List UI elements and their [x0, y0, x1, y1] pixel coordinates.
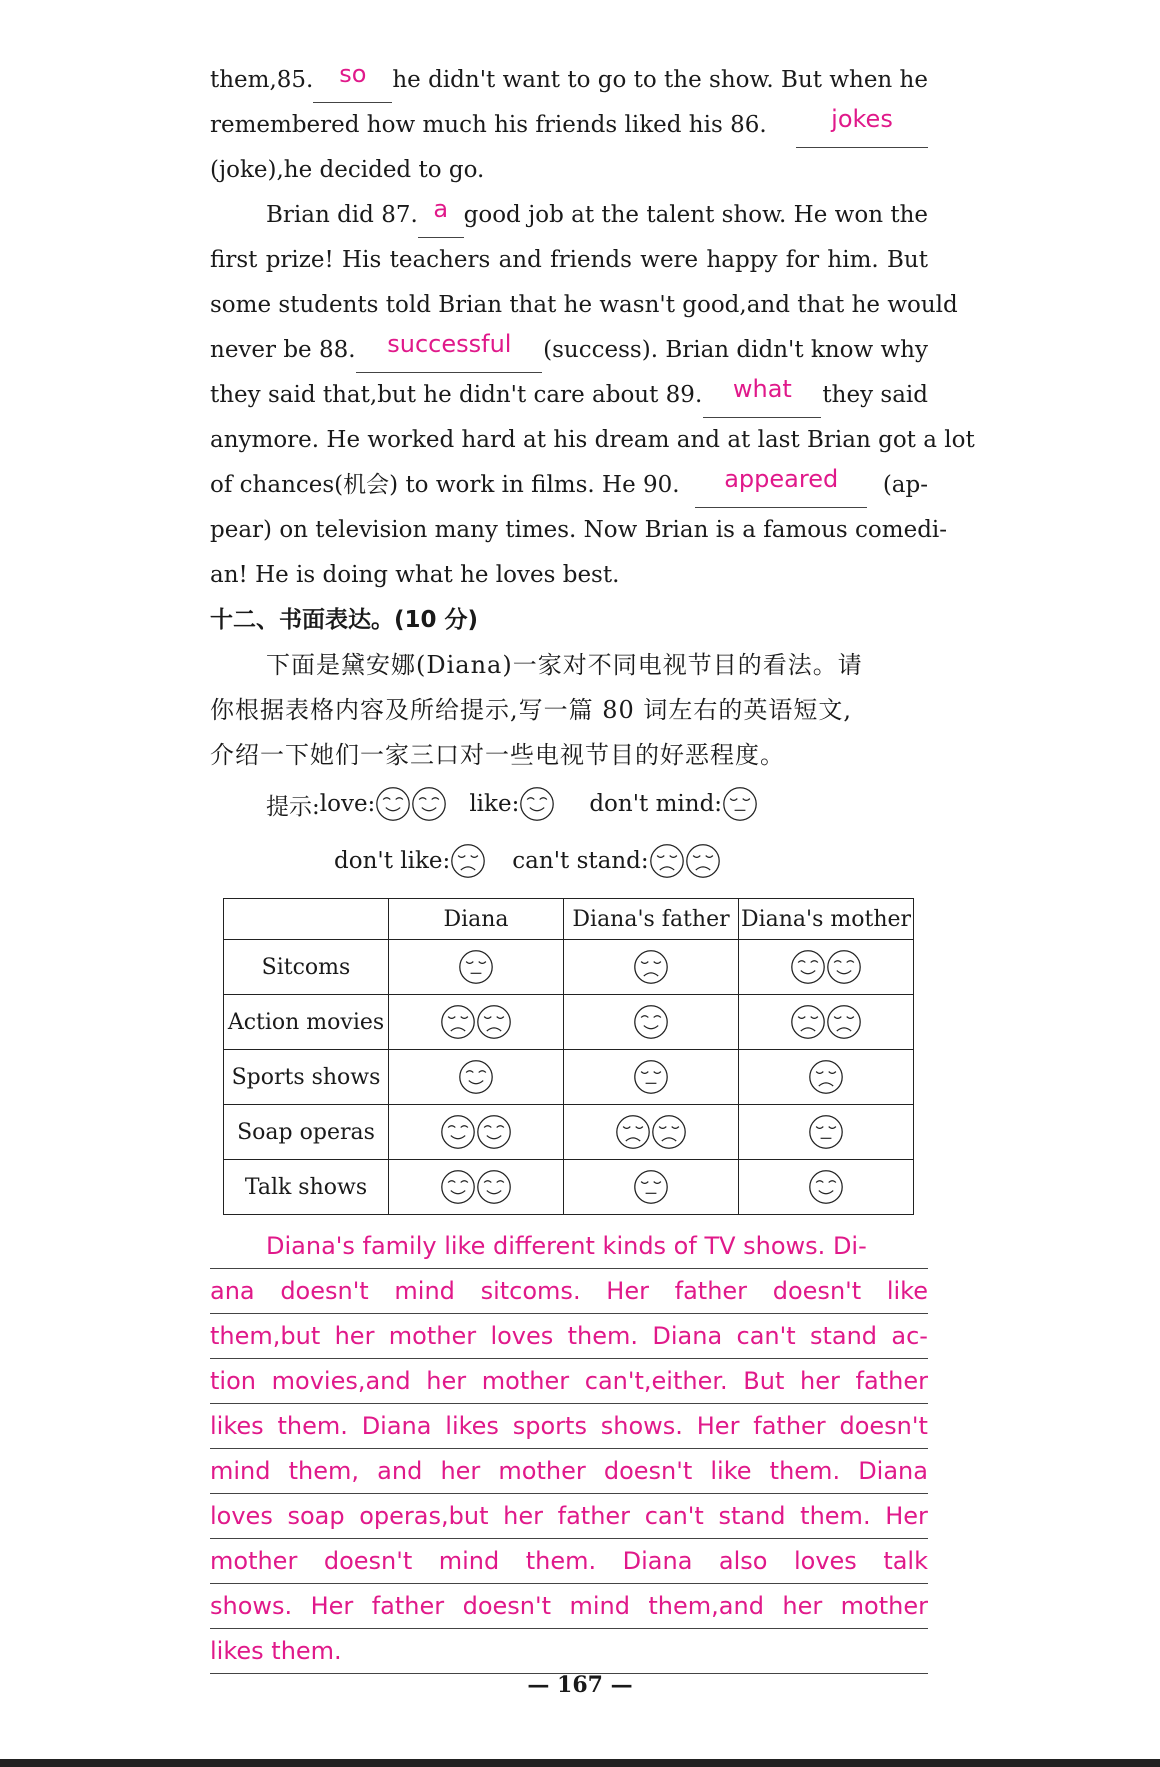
essay-word: Diana	[622, 1547, 693, 1575]
essay-word: and	[377, 1457, 423, 1485]
dont-like-face-icon	[633, 949, 669, 985]
rating-cell	[739, 1105, 914, 1160]
essay-word: mother	[210, 1547, 298, 1575]
passage-line-6: some students told Brian that he wasn't good,and that he would	[210, 292, 958, 318]
essay-word: stand	[718, 1502, 786, 1530]
essay-word: doesn't	[462, 1592, 551, 1620]
essay-word: Diana	[652, 1322, 723, 1350]
text-segment: he didn't want to go to the show. But when he	[392, 67, 928, 93]
essay-answer	[210, 1224, 928, 1674]
essay-line	[210, 1584, 928, 1629]
essay-word: tion	[210, 1367, 256, 1395]
passage-line-3: (joke),he decided to go.	[210, 157, 485, 183]
rating-cell	[389, 995, 564, 1050]
text-segment: (success). Brian didn't know why	[543, 337, 928, 363]
essay-word: Her	[696, 1412, 740, 1440]
essay-word: Her	[885, 1502, 928, 1530]
essay-word: doesn't	[323, 1547, 413, 1575]
text-segment: remembered how much his friends liked his 86.	[210, 112, 767, 138]
text-segment: they said that,but he didn't care about 89.	[210, 382, 703, 408]
hint-dont-mind-label: don't mind:	[589, 791, 723, 817]
essay-line: Diana's family like different kinds of TV shows. Di-	[210, 1224, 928, 1269]
essay-word: her	[503, 1502, 543, 1530]
passage-line-1	[210, 58, 928, 103]
essay-word: loves	[210, 1502, 273, 1530]
essay-word: also	[718, 1547, 768, 1575]
essay-word: mind	[394, 1277, 455, 1305]
section-intro-3: 介绍一下她们一家三口对一些电视节目的好恶程度。	[210, 741, 785, 769]
dont-mind-face-icon	[808, 1114, 844, 1150]
row-label: Talk shows	[224, 1160, 389, 1215]
essay-word: father	[674, 1277, 748, 1305]
like-face-icon	[808, 1169, 844, 1205]
essay-word: mother	[498, 1457, 586, 1485]
row-label: Sitcoms	[224, 940, 389, 995]
like-face-icon	[633, 1004, 669, 1040]
essay-word: operas,but	[359, 1502, 489, 1530]
essay-word: them.	[769, 1457, 841, 1485]
essay-word: like	[886, 1277, 928, 1305]
bottom-bar	[0, 1759, 1160, 1767]
essay-word: ac-	[891, 1322, 928, 1350]
rating-cell	[389, 1160, 564, 1215]
essay-word: doesn't	[772, 1277, 862, 1305]
rating-cell	[564, 995, 739, 1050]
row-label: Action movies	[224, 995, 389, 1050]
essay-word: loves	[793, 1547, 857, 1575]
section-intro-1: 下面是黛安娜(Diana)一家对不同电视节目的看法。请	[266, 651, 863, 679]
rating-cell	[564, 1160, 739, 1215]
essay-word: father	[753, 1412, 826, 1440]
essay-word: mother	[840, 1592, 928, 1620]
essay-word: them,but	[210, 1322, 321, 1350]
rating-cell	[389, 1105, 564, 1160]
rating-cell	[739, 1050, 914, 1105]
cant-stand-face-icon	[790, 1004, 826, 1040]
essay-word: father	[855, 1367, 928, 1395]
hint-love-label: love:	[319, 791, 376, 817]
essay-word: likes	[445, 1412, 499, 1440]
text-segment: never be 88.	[210, 337, 356, 363]
essay-word: Her	[310, 1592, 354, 1620]
essay-line	[210, 1404, 928, 1449]
rating-cell	[739, 1160, 914, 1215]
essay-word: them.	[800, 1502, 871, 1530]
essay-word: Diana	[858, 1457, 928, 1485]
essay-word: ana	[210, 1277, 255, 1305]
rating-cell	[564, 1050, 739, 1105]
answer-89: what	[703, 373, 821, 418]
love-face-icon	[476, 1114, 512, 1150]
essay-line: likes them.	[210, 1629, 928, 1674]
table-header-cell: Diana's father	[564, 899, 739, 940]
like-face-icon	[519, 786, 555, 822]
dont-like-icon	[450, 843, 486, 879]
essay-word: soap	[287, 1502, 345, 1530]
essay-word: father	[557, 1502, 631, 1530]
essay-line	[210, 1359, 928, 1404]
passage-line-4	[210, 193, 928, 238]
rating-cell	[564, 1105, 739, 1160]
text-segment: Brian did 87.	[266, 202, 418, 228]
hint-row-1	[266, 786, 758, 822]
cant-stand-face-icon	[649, 843, 685, 879]
essay-line	[210, 1539, 928, 1584]
answer-90: appeared	[695, 463, 867, 508]
table-header-cell	[224, 899, 389, 940]
passage-line-10	[210, 463, 928, 508]
essay-word: father	[371, 1592, 445, 1620]
essay-word: her	[426, 1367, 467, 1395]
love-face-icon	[440, 1114, 476, 1150]
essay-word: Diana	[361, 1412, 432, 1440]
rating-cell	[564, 940, 739, 995]
essay-word: them,	[288, 1457, 360, 1485]
passage-line-7	[210, 328, 928, 373]
essay-word: Her	[606, 1277, 649, 1305]
dont-like-face-icon	[450, 843, 486, 879]
table-row	[224, 1050, 914, 1105]
essay-word: doesn't	[839, 1412, 928, 1440]
page-number: — 167 —	[527, 1672, 633, 1698]
essay-word: sports	[512, 1412, 587, 1440]
essay-line	[210, 1269, 928, 1314]
answer-87: a	[418, 193, 464, 238]
hint-like-label: like:	[469, 791, 520, 817]
dont-mind-face-icon	[458, 949, 494, 985]
essay-word: mind	[210, 1457, 271, 1485]
essay-word: talk	[883, 1547, 928, 1575]
dont-mind-face-icon	[633, 1059, 669, 1095]
passage-line-11: pear) on television many times. Now Brian is a famous comedi-	[210, 517, 948, 543]
answer-86: jokes	[796, 103, 928, 148]
answer-85: so	[313, 58, 392, 103]
hint-dont-like-label: don't like:	[334, 848, 451, 874]
essay-word: can't	[736, 1322, 796, 1350]
text-segment: good job at the talent show. He won the	[463, 202, 928, 228]
cant-stand-face-icon	[826, 1004, 862, 1040]
like-icon	[519, 786, 555, 822]
essay-line	[210, 1449, 928, 1494]
table-row	[224, 995, 914, 1050]
essay-word: her	[800, 1367, 840, 1395]
cant-stand-face-icon	[476, 1004, 512, 1040]
table-row	[224, 1105, 914, 1160]
cant-stand-face-icon	[685, 843, 721, 879]
rating-cell	[739, 995, 914, 1050]
essay-word: mother	[388, 1322, 477, 1350]
passage-line-5: first prize! His teachers and friends were happy for him. But	[210, 247, 928, 273]
tv-preferences-table	[223, 898, 914, 1215]
table-header-cell: Diana's mother	[739, 899, 914, 940]
essay-word: doesn't	[280, 1277, 369, 1305]
dont-mind-face-icon	[633, 1169, 669, 1205]
essay-word: can't	[644, 1502, 704, 1530]
essay-word: loves	[490, 1322, 554, 1350]
essay-word: mind	[438, 1547, 500, 1575]
row-label: Sports shows	[224, 1050, 389, 1105]
love-face-icon	[411, 786, 447, 822]
rating-cell	[389, 1050, 564, 1105]
like-face-icon	[458, 1059, 494, 1095]
table-row	[224, 1160, 914, 1215]
essay-word: like	[710, 1457, 752, 1485]
answer-88: successful	[356, 328, 542, 373]
essay-word: stand	[809, 1322, 878, 1350]
essay-word: them.	[277, 1412, 348, 1440]
essay-word: her	[334, 1322, 375, 1350]
passage-line-8	[210, 373, 928, 418]
text-segment: of chances(机会) to work in films. He 90.	[210, 472, 680, 498]
text-segment: they said	[822, 382, 928, 408]
section-title: 十二、书面表达。(10 分)	[210, 607, 479, 633]
essay-word: mind	[569, 1592, 630, 1620]
row-label: Soap operas	[224, 1105, 389, 1160]
dont-mind-face-icon	[722, 786, 758, 822]
essay-word: doesn't	[603, 1457, 693, 1485]
essay-word: shows.	[210, 1592, 293, 1620]
cant-stand-face-icon	[615, 1114, 651, 1150]
rating-cell	[389, 940, 564, 995]
table-row	[224, 940, 914, 995]
love-face-icon	[375, 786, 411, 822]
essay-word: them.	[525, 1547, 597, 1575]
rating-cell	[739, 940, 914, 995]
hint-row-2	[334, 843, 721, 879]
passage	[210, 58, 975, 778]
love-face-icon	[790, 949, 826, 985]
love-face-icon	[476, 1169, 512, 1205]
essay-word: sitcoms.	[480, 1277, 581, 1305]
passage-line-9: anymore. He worked hard at his dream and at last Brian got a lot	[210, 427, 975, 453]
essay-word: movies,and	[271, 1367, 411, 1395]
essay-word: them,and	[648, 1592, 764, 1620]
passage-line-2	[210, 103, 928, 148]
essay-word: likes	[210, 1412, 264, 1440]
essay-word: them.	[567, 1322, 639, 1350]
cant-stand-face-icon	[440, 1004, 476, 1040]
cant-stand-face-icon	[651, 1114, 687, 1150]
passage-line-12: an! He is doing what he loves best.	[210, 562, 620, 588]
essay-line	[210, 1494, 928, 1539]
hint-cant-stand-label: can't stand:	[512, 848, 649, 874]
essay-line	[210, 1314, 928, 1359]
essay-word: can't,either.	[584, 1367, 728, 1395]
section-intro-2: 你根据表格内容及所给提示,写一篇 80 词左右的英语短文,	[210, 696, 853, 724]
essay-word: her	[782, 1592, 823, 1620]
essay-word: shows.	[600, 1412, 683, 1440]
cant-stand-icon	[649, 843, 721, 879]
essay-word: But	[743, 1367, 785, 1395]
love-icon	[375, 786, 447, 822]
table-header-row	[224, 899, 914, 940]
essay-word: her	[440, 1457, 481, 1485]
hint-prefix: 提示:	[266, 793, 320, 820]
text-segment: (ap-	[882, 472, 928, 498]
dont-like-face-icon	[808, 1059, 844, 1095]
text-segment: them,85.	[210, 67, 314, 93]
love-face-icon	[826, 949, 862, 985]
love-face-icon	[440, 1169, 476, 1205]
dont-mind-icon	[722, 786, 758, 822]
table-header-cell: Diana	[389, 899, 564, 940]
essay-word: mother	[481, 1367, 570, 1395]
